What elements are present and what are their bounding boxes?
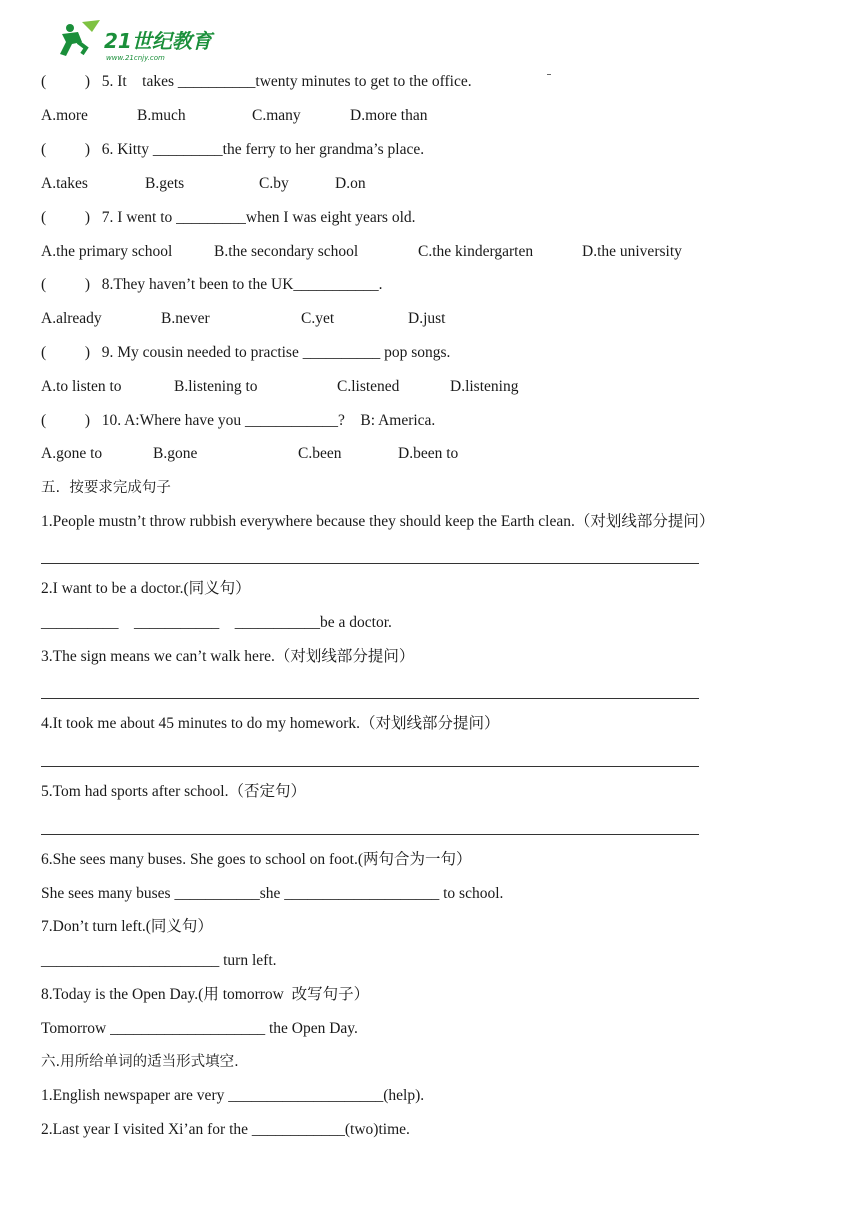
section-5-heading: 五. 按要求完成句子 xyxy=(41,480,171,496)
option-c: C.been xyxy=(298,445,342,462)
answer-line xyxy=(41,698,699,699)
s5-question-4: 4.It took me about 45 minutes to do my homework.（对划线部分提问） xyxy=(41,715,500,732)
question-6-stem: ( ) 6. Kitty _________the ferry to her grandma’s place. xyxy=(41,141,425,158)
question-7-stem: ( ) 7. I went to _________when I was eight years old. xyxy=(41,209,416,226)
answer-line xyxy=(41,766,699,767)
option-d: D.the university xyxy=(582,243,682,260)
s5-question-5: 5.Tom had sports after school.（否定句） xyxy=(41,783,306,800)
question-5-stem: ( ) 5. It takes __________twenty minutes to get to the office. xyxy=(41,73,472,90)
option-a: A.to listen to xyxy=(41,378,122,395)
option-c: C.by xyxy=(259,175,289,192)
option-a: A.already xyxy=(41,310,102,327)
option-c: C.the kindergarten xyxy=(418,243,534,260)
s5-question-1: 1.People mustn’t throw rubbish everywhere because they should keep the Earth clean.（对划线部分提问） xyxy=(41,513,715,530)
s5-question-2: 2.I want to be a doctor.(同义句） xyxy=(41,580,251,597)
brand-logo xyxy=(52,18,222,66)
answer-line xyxy=(41,563,699,564)
s5-question-8: 8.Today is the Open Day.(用 tomorrow 改写句子） xyxy=(41,986,370,1003)
s5-question-7: 7.Don’t turn left.(同义句） xyxy=(41,918,213,935)
option-d: D.just xyxy=(408,310,446,327)
option-d: D.been to xyxy=(398,445,459,462)
option-a: A.more xyxy=(41,107,88,124)
s5-question-6: 6.She sees many buses. She goes to school on foot.(两句合为一句） xyxy=(41,851,472,868)
question-9-stem: ( ) 9. My cousin needed to practise __________ pop songs. xyxy=(41,344,451,361)
s5-answer-8: Tomorrow ____________________ the Open Day. xyxy=(41,1020,358,1037)
mark xyxy=(547,74,551,75)
s5-answer-6: She sees many buses ___________she ____________________ to school. xyxy=(41,885,504,902)
logo-text: 21世纪教育 xyxy=(104,29,212,53)
option-b: B.gets xyxy=(145,175,185,192)
option-b: B.gone xyxy=(153,445,198,462)
answer-line xyxy=(41,834,699,835)
s5-answer-7: _______________________ turn left. xyxy=(41,952,277,969)
question-8-stem: ( ) 8.They haven’t been to the UK___________. xyxy=(41,276,383,293)
option-a: A.takes xyxy=(41,175,88,192)
option-c: C.yet xyxy=(301,310,335,327)
option-d: D.on xyxy=(335,175,366,192)
option-a: A.the primary school xyxy=(41,243,173,260)
logo-url: www.21cnjy.com xyxy=(106,54,165,62)
s6-question-1: 1.English newspaper are very ____________________(help). xyxy=(41,1087,425,1104)
section-6-heading: 六.用所给单词的适当形式填空. xyxy=(41,1054,239,1070)
option-d: D.listening xyxy=(450,378,519,395)
option-a: A.gone to xyxy=(41,445,103,462)
option-d: D.more than xyxy=(350,107,428,124)
option-c: C.listened xyxy=(337,378,400,395)
option-b: B.much xyxy=(137,107,186,124)
s6-question-2: 2.Last year I visited Xi’an for the ____________(two)time. xyxy=(41,1121,410,1138)
option-b: B.never xyxy=(161,310,210,327)
option-b: B.the secondary school xyxy=(214,243,359,260)
option-b: B.listening to xyxy=(174,378,258,395)
question-10-stem: ( ) 10. A:Where have you ____________? B: America. xyxy=(41,412,436,429)
s5-answer-2: __________ ___________ ___________be a doctor. xyxy=(41,614,392,631)
s5-question-3: 3.The sign means we can’t walk here.（对划线部分提问） xyxy=(41,648,415,665)
option-c: C.many xyxy=(252,107,301,124)
